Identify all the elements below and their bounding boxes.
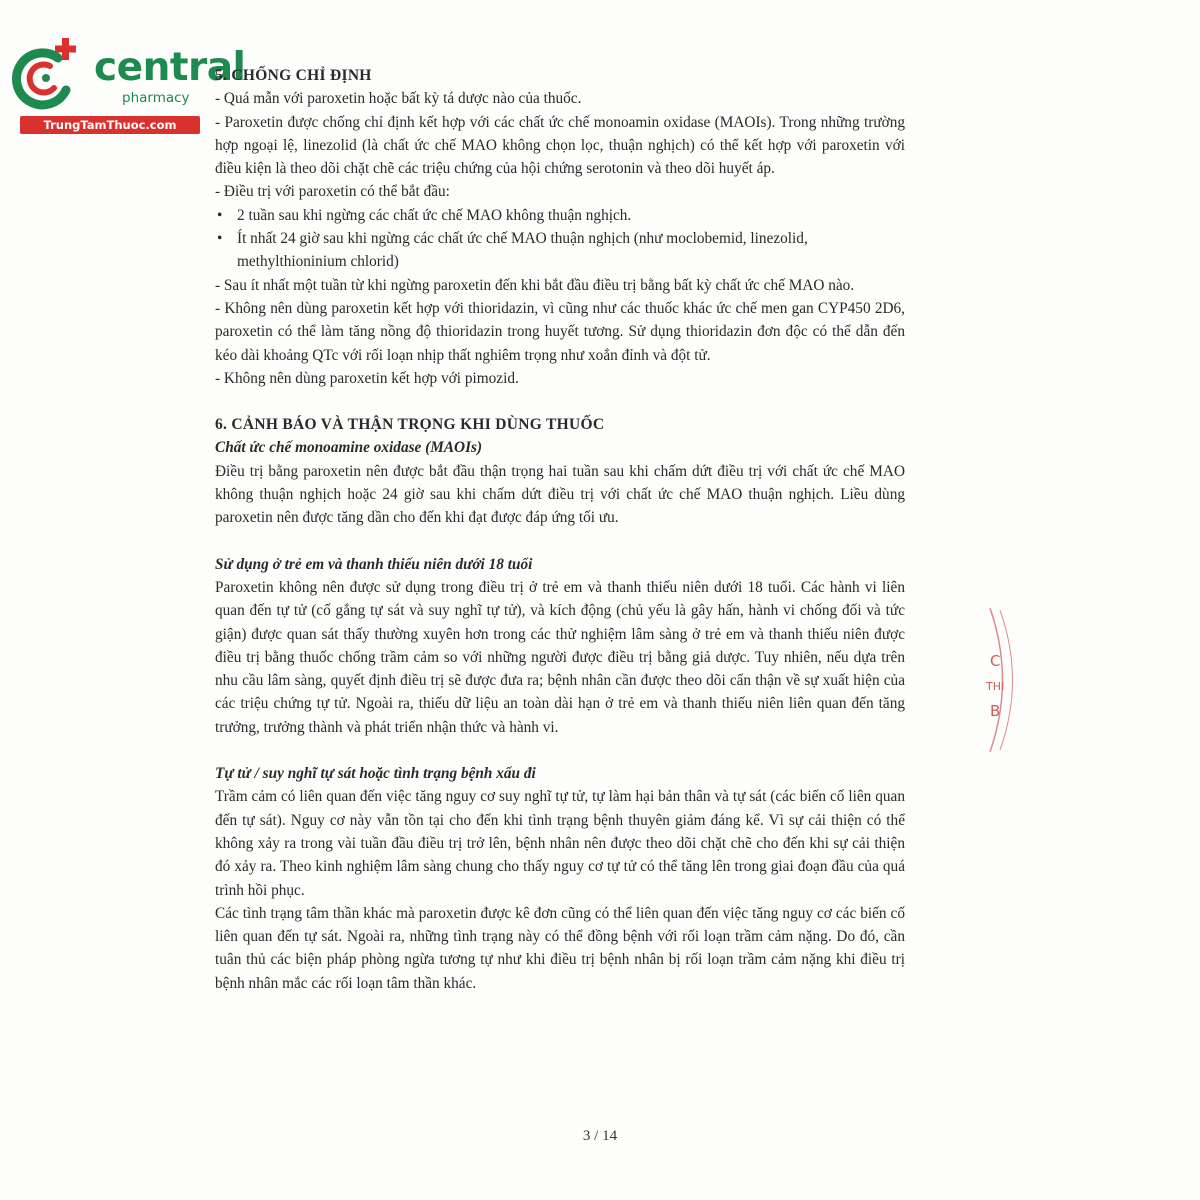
stamp-char: C <box>990 652 1001 670</box>
subheading-suicide: Tự tử / suy nghĩ tự sát hoặc tình trạng bệnh xấu đi <box>215 765 536 783</box>
spacer <box>215 739 905 762</box>
subheading-maoi: Chất ức chế monoamine oxidase (MAOIs) <box>215 439 483 457</box>
logo-sub-text: pharmacy <box>122 90 190 106</box>
page-number: 3 / 14 <box>582 1128 618 1144</box>
paragraph-children: Paroxetin không nên được sử dụng trong điều trị ở trẻ em và thanh thiếu niên dưới 18 tuổi. Các hành vi liên quan đến tự tử (cố gắng tự sát và suy nghĩ tự tử), và kích động (chủ yếu là gây hấn, hành vi chống đối và tức giận) được quan sát thấy thường xuyên hơn trong các thử nghiệm lâm sàng ở trẻ em và thanh thiếu niên được điều trị bằng thuốc chống trầm cảm so với những người được điều trị bằng giả dược. Tuy nhiên, nếu dựa trên nhu cầu lâm sàng, quyết định điều trị sẽ được đưa ra; bệnh nhân cần được theo dõi cẩn thận về sự xuất hiện của các triệu chứng tự tử. Ngoài ra, thiếu dữ liệu an toàn dài hạn ở trẻ em và thanh thiếu niên liên quan đến tăng trưởng, trưởng thành và phát triển nhận thức và hành vi. <box>215 578 905 736</box>
logo-mark-icon <box>10 38 94 118</box>
paragraph-maoi: Điều trị bằng paroxetin nên được bắt đầu thận trọng hai tuần sau khi chấm dứt điều trị với chất ức chế MAO không thuận nghịch hoặc 24 giờ sau khi chấm dứt điều trị với chất ức chế MAO thuận nghịch. Liều dùng paroxetin nên được tăng dần cho đến khi đạt được đáp ứng tối ưu. <box>215 462 905 527</box>
central-pharmacy-logo[interactable] <box>10 38 246 138</box>
logo-brand-text: central <box>94 45 246 90</box>
spacer <box>215 530 905 553</box>
bullet-item <box>215 204 905 227</box>
document-content <box>215 64 905 995</box>
logo-url-banner[interactable]: TrungTamThuoc.com <box>20 116 200 134</box>
stamp-char: B <box>990 702 1001 720</box>
contraindication-item: - Không nên dùng paroxetin kết hợp với thioridazin, vì cũng như các thuốc khác ức chế men gan CYP450 2D6, paroxetin có thể làm tăng nồng độ thioridazin trong huyết tương. Sử dụng thioridazin đơn độc có thể dẫn đến kéo dài khoảng QTc với rối loạn nhịp thất nghiêm trọng như xoắn đỉnh và đột tử. <box>215 299 905 364</box>
contraindication-item: - Không nên dùng paroxetin kết hợp với pimozid. <box>215 369 519 387</box>
bullet-dot-icon: • <box>217 206 223 224</box>
section-5-heading: 5. CHỐNG CHỈ ĐỊNH <box>215 67 372 84</box>
bullet-text: Ít nhất 24 giờ sau khi ngừng các chất ức chế MAO thuận nghịch (như moclobemid, linezolid, methylthioninium chlorid) <box>237 230 808 271</box>
section-6-heading: 6. CẢNH BÁO VÀ THẬN TRỌNG KHI DÙNG THUỐC <box>215 416 605 434</box>
paragraph-other-conditions: Các tình trạng tâm thần khác mà paroxetin được kê đơn cũng có thể liên quan đến việc tăng nguy cơ các biến cố liên quan đến tự sát. Ngoài ra, những tình trạng này có thể đồng bệnh với rối loạn trầm cảm nặng. Do đó, cần tuân thủ các biện pháp phòng ngừa tương tự như khi điều trị bệnh nhân bị rối loạn trầm cảm nặng khi điều trị bệnh nhân mắc các rối loạn tâm thần khác. <box>215 904 905 992</box>
spacer <box>215 390 905 413</box>
contraindication-item: - Quá mẫn với paroxetin hoặc bất kỳ tá dược nào của thuốc. <box>215 90 582 108</box>
bullet-item <box>215 227 905 274</box>
bullet-dot-icon: • <box>217 230 223 248</box>
subheading-children: Sử dụng ở trẻ em và thanh thiếu niên dưới 18 tuổi <box>215 555 533 573</box>
paragraph-suicide: Trầm cảm có liên quan đến việc tăng nguy cơ suy nghĩ tự tử, tự làm hại bản thân và tự sát (các biến cố liên quan đến tự sát). Nguy cơ này vẫn tồn tại cho đến khi tình trạng bệnh thuyên giảm đáng kể. Vì sự cải thiện có thể không xảy ra trong vài tuần đầu điều trị trở lên, bệnh nhân nên được theo dõi chặt chẽ cho đến khi sự cải thiện đó xảy ra. Theo kinh nghiệm lâm sàng chung cho thấy nguy cơ tự tử có thể tăng lên trong giai đoạn đầu của quá trình hồi phục. <box>215 788 905 899</box>
contraindication-item: - Sau ít nhất một tuần từ khi ngừng paroxetin đến khi bắt đầu điều trị bằng bất kỳ chất ức chế MAO nào. <box>215 276 855 294</box>
red-stamp-mark <box>960 600 1030 760</box>
contraindication-item: - Điều trị với paroxetin có thể bắt đầu: <box>215 183 450 201</box>
contraindication-item: - Paroxetin được chống chỉ định kết hợp với các chất ức chế monoamin oxidase (MAOIs). Trong những trường hợp ngoại lệ, linezolid (là chất ức chế MAO không chọn lọc, thuận nghịch) có thể kết hợp với paroxetin với điều kiện là theo dõi chặt chẽ các triệu chứng của hội chứng serotonin và theo dõi huyết áp. <box>215 113 905 178</box>
bullet-text: 2 tuần sau khi ngừng các chất ức chế MAO không thuận nghịch. <box>237 206 632 224</box>
stamp-char: THI <box>986 680 1005 693</box>
